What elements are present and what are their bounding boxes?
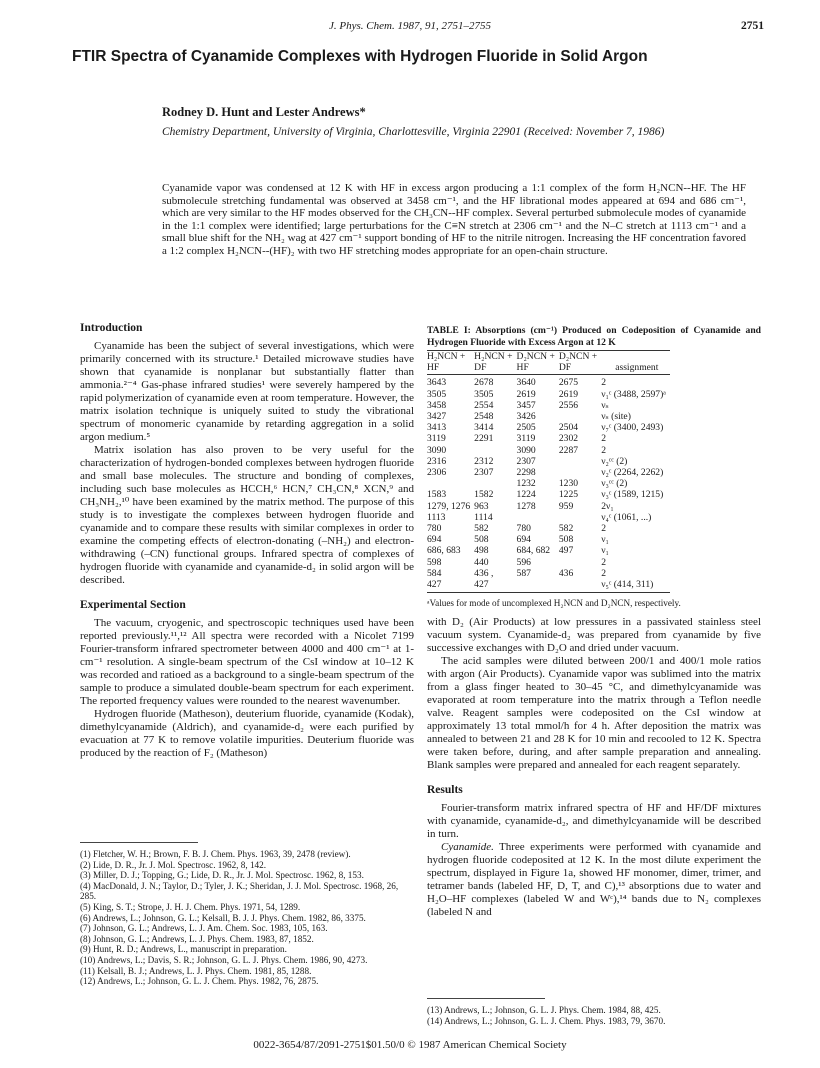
table-cell: 2ν₁ bbox=[601, 500, 614, 512]
table-cell: 3640 bbox=[516, 377, 536, 389]
table-cell: 436 bbox=[558, 567, 574, 579]
table-header-bottom: assignment bbox=[601, 362, 670, 375]
page-footer: 0022-3654/87/2091-2751$01.50/0 © 1987 American Chemical Society bbox=[253, 1039, 567, 1051]
reference-item: (7) Johnson, G. L.; Andrews, L. J. Am. Chem. Soc. 1983, 105, 163. bbox=[80, 923, 328, 934]
table-row bbox=[427, 545, 670, 556]
table-cell: 436 , bbox=[474, 567, 494, 579]
references-right bbox=[427, 998, 761, 1026]
table-cell bbox=[559, 411, 601, 422]
table-cell bbox=[559, 467, 601, 478]
experimental-paragraph-3: with D₂ (Air Products) at low pressures in a passivated stainless steel vacuum system. Cyanamide-d₂ was prepared from cyanamide by five successive exchanges with D₂O and dried under vacuum. bbox=[427, 616, 761, 655]
table-header-bottom: HF bbox=[517, 362, 559, 375]
table-cell: 3119 bbox=[516, 433, 536, 445]
table-cell: 694 bbox=[516, 534, 531, 546]
reference-item: (1) Fletcher, W. H.; Brown, F. B. J. Chem. Phys. 1963, 39, 2478 (review). bbox=[80, 849, 351, 859]
table-cell: 498 bbox=[474, 545, 489, 557]
right-column bbox=[427, 325, 761, 919]
table-row bbox=[427, 467, 670, 478]
table-cell: 440 bbox=[474, 556, 489, 568]
table-cell: 2307 bbox=[516, 455, 536, 467]
article-authors: Rodney D. Hunt and Lester Andrews* bbox=[162, 105, 366, 119]
table-cell: 1225 bbox=[558, 489, 579, 501]
references-rule bbox=[80, 842, 198, 843]
running-head bbox=[0, 20, 820, 36]
table-cell: 963 bbox=[474, 500, 489, 512]
table-cell bbox=[517, 512, 559, 523]
table-row bbox=[427, 534, 670, 545]
reference-item: (14) Andrews, L.; Johnson, G. L. J. Chem. Phys. 1983, 79, 3670. bbox=[427, 1015, 666, 1026]
results-paragraph-1: Fourier-transform matrix infrared spectra of HF and HF/DF mixtures with cyanamide, cyanamide-d₂, and dimethylcyanamide will be described in turn. bbox=[427, 802, 761, 841]
table-footnote: ᵃValues for mode of uncomplexed H₂NCN and D₂NCN, respectively. bbox=[427, 598, 681, 609]
table-cell: 1230 bbox=[558, 478, 579, 490]
article-title: FTIR Spectra of Cyanamide Complexes with Hydrogen Fluoride in Solid Argon bbox=[72, 48, 648, 65]
table-cell bbox=[559, 579, 601, 593]
results-heading: Results bbox=[427, 784, 463, 797]
page-number: 2751 bbox=[741, 20, 764, 32]
table-cell: ν₁ bbox=[601, 534, 609, 546]
references-right-list bbox=[427, 1005, 761, 1026]
table-cell: 2287 bbox=[558, 444, 579, 456]
table-cell: 2 bbox=[601, 567, 606, 579]
table-row bbox=[427, 411, 670, 422]
table-cell: 2505 bbox=[516, 422, 536, 434]
table-cell: 2312 bbox=[474, 455, 494, 467]
journal-citation: J. Phys. Chem. 1987, 91, 2751–2755 bbox=[329, 20, 491, 32]
table-row bbox=[427, 375, 670, 389]
results-paragraph-2 bbox=[427, 841, 761, 919]
table-cell: 2291 bbox=[474, 433, 494, 445]
table-row bbox=[427, 478, 670, 489]
absorptions-table bbox=[427, 350, 670, 593]
experimental-paragraph-2: Hydrogen fluoride (Matheson), deuterium fluoride, cyanamide (Kodak), dimethylcyanamide (Aldrich), and cyanamide-d₂ were each purified by evacuation at 77 K to remove volatile impurities. Deuterium fluoride was produced by the reaction of F₂ (Matheson) bbox=[80, 708, 414, 759]
table-cell: 3414 bbox=[474, 422, 494, 434]
table-cell: νₛ (site) bbox=[601, 411, 631, 423]
table-cell bbox=[559, 512, 601, 523]
table-cell: 3090 bbox=[516, 444, 536, 456]
table-cell bbox=[559, 456, 601, 467]
table-cell: 2619 bbox=[558, 388, 579, 400]
reference-item: (9) Hunt, R. D.; Andrews, L., manuscript in preparation. bbox=[80, 944, 287, 955]
table-cell: νₛ bbox=[601, 399, 609, 411]
introduction-heading: Introduction bbox=[80, 322, 143, 334]
references-left-list bbox=[80, 849, 414, 987]
table-cell: 2 bbox=[601, 444, 606, 456]
reference-item: (8) Johnson, G. L.; Andrews, L. J. Phys. Chem. 1983, 87, 1852. bbox=[80, 933, 314, 944]
table-cell: 508 bbox=[558, 534, 574, 546]
table-cell: ν₁ᶜ (3488, 2597)ᵃ bbox=[601, 388, 666, 400]
table-cell: 587 bbox=[516, 567, 531, 579]
table-cell bbox=[474, 478, 516, 489]
table-cell: ν₃ᶜ (1589, 1215) bbox=[601, 489, 664, 501]
table-cell: ν₃ᶜᶜ (2) bbox=[601, 478, 628, 490]
table-cell: 1278 bbox=[516, 500, 536, 512]
table-row bbox=[427, 512, 670, 523]
table-header-top bbox=[601, 351, 670, 363]
table-row bbox=[427, 501, 670, 512]
table-caption: TABLE I: Absorptions (cm⁻¹) Produced on Codeposition of Cyanamide and Hydrogen Fluoride with Excess Argon at 12 K bbox=[427, 325, 761, 348]
table-cell: 3413 bbox=[427, 422, 447, 434]
abstract: Cyanamide vapor was condensed at 12 K with HF in excess argon producing a 1:1 complex of the form H₂NCN--HF. The HF submolecule stretching fundamental was observed at 3458 cm⁻¹, and the HF librational modes appeared at 694 and 686 cm⁻¹, which are very similar to the HF modes observed for the CH₃CN--HF complex. Several perturbed submolecule modes of cyanamide in the 1:1 complex were identified; large perturbations for the C≡N stretch at 2306 cm⁻¹ and the N–C stretch at 1113 cm⁻¹ and a small blue shift for the NH₂ wag at 427 cm⁻¹ support bonding of HF to the nitrile nitrogen. Increasing the HF concentration favored a 1:2 complex H₂NCN--(HF)₂ with two HF stretching modes appropriate for an open-chain structure. bbox=[162, 182, 746, 257]
reference-item: (12) Andrews, L.; Johnson, G. L. J. Chem. Phys. 1982, 76, 2875. bbox=[80, 976, 319, 987]
reference-item: (11) Kelsall, B. J.; Andrews, L. J. Phys. Chem. 1981, 85, 1288. bbox=[80, 965, 312, 976]
table-cell: 1279, 1276 bbox=[427, 500, 471, 512]
table-cell: 2307 bbox=[474, 467, 494, 479]
reference-item: (10) Andrews, L.; Davis, S. R.; Johnson, G. L. J. Phys. Chem. 1986, 90, 4273. bbox=[80, 954, 368, 965]
author-affiliation: Chemistry Department, University of Virginia, Charlottesville, Virginia 22901 (Received: November 7, 1986) bbox=[162, 126, 665, 138]
left-column bbox=[80, 322, 414, 760]
table-row bbox=[427, 433, 670, 444]
introduction-paragraph-1: Cyanamide has been the subject of several investigations, which were primarily concerned with its structure.¹ Detailed microwave studies have shown that cyanamide is nonplanar but substantially flatter than ammonia.²⁻⁴ Gas-phase infrared studies¹ were severely hampered by the rapid polymerization of cyanamide even at room temperature. However, the matrix isolation technique is uniquely suited to study the vibrational spectrum of monomeric cyanamide by retarding aggregation in a solid argon medium.⁵ bbox=[80, 340, 415, 443]
table-row bbox=[427, 456, 670, 467]
table-header-top: D₂NCN + bbox=[558, 351, 598, 362]
reference-item: (2) Lide, D. R., Jr. J. Mol. Spectrosc. 1962, 8, 142. bbox=[80, 859, 267, 870]
references-left bbox=[80, 842, 414, 987]
references-rule-right bbox=[427, 998, 545, 999]
table-cell: 2 bbox=[601, 433, 606, 445]
table-cell: 2306 bbox=[427, 467, 447, 479]
table-cell: 596 bbox=[516, 556, 531, 568]
table-row bbox=[427, 445, 670, 456]
table-cell: 2556 bbox=[558, 399, 579, 411]
reference-item: (6) Andrews, L.; Johnson, G. L.; Kelsall, B. J. J. Phys. Chem. 1982, 86, 3375. bbox=[80, 912, 366, 923]
table-cell: 686, 683 bbox=[427, 545, 461, 557]
table-cell: 694 bbox=[427, 534, 442, 546]
table-header-bottom: HF bbox=[427, 362, 474, 375]
table-header-bottom: DF bbox=[474, 362, 516, 375]
table-cell: 3426 bbox=[516, 411, 536, 423]
table-row bbox=[427, 489, 670, 500]
table-cell: 2316 bbox=[427, 455, 447, 467]
table-cell bbox=[517, 579, 559, 593]
table-cell: 3643 bbox=[427, 377, 447, 389]
table-cell: ν₇ᶜ (3400, 2493) bbox=[601, 422, 664, 434]
table-cell: ν₄ᶜ (1061, ...) bbox=[601, 511, 652, 523]
table-cell: 582 bbox=[558, 523, 574, 535]
table-header-top: D₂NCN + bbox=[516, 351, 555, 362]
table-cell: 2619 bbox=[516, 388, 536, 400]
table-cell: 1582 bbox=[474, 489, 494, 501]
table-cell: 3427 bbox=[427, 411, 447, 423]
table-cell: 1113 bbox=[427, 511, 446, 523]
table-cell: 3457 bbox=[516, 399, 536, 411]
table-cell: 959 bbox=[558, 500, 574, 512]
table-cell: ν₁ bbox=[601, 545, 609, 557]
table-cell: 2554 bbox=[474, 399, 494, 411]
table-cell: ν₂ᶜ (2264, 2262) bbox=[601, 467, 664, 479]
table-cell: 780 bbox=[516, 523, 531, 535]
table-cell: 508 bbox=[474, 534, 489, 546]
table-cell: 780 bbox=[427, 523, 442, 535]
table-cell bbox=[427, 478, 474, 489]
reference-item: (5) King, S. T.; Strope, J. H. J. Chem. Phys. 1971, 54, 1289. bbox=[80, 901, 301, 912]
table-cell bbox=[474, 445, 516, 456]
table-row bbox=[427, 523, 670, 534]
experimental-paragraph-1: The vacuum, cryogenic, and spectroscopic techniques used have been reported previously.¹¹,¹² All spectra were recorded with a Nicolet 7199 Fourier-transform infrared spectrometer between 4000 and 400 cm⁻¹ at 1-cm⁻¹ resolution. A single-beam spectrum of the CsI window at 10–12 K was recorded and ratioed as a background to a single-beam spectrum of the sample to produce a simulated double-beam spectrum for each experiment. The reported frequency values were rounded to the nearest wavenumber. bbox=[80, 617, 414, 707]
introduction-paragraph-2: Matrix isolation has also proven to be very useful for the characterization of hydrogen-bonded complexes between hydrogen fluoride and small base molecules. The structure and bonding of complexes, including such base molecules as HCCH,⁶ HCN,⁷ CH₃CN,⁸ XCN,⁹ and CH₃NH₂,¹⁰ have been examined by the matrix method. The purpose of this study is to investigate the complexes between hydrogen fluoride and cyanamide and to compare these results with similar complexes in order to examine the competing effects of electron-donating (–NH₂) and electron-withdrawing (–CN) functional groups. Infrared spectra of complexes of hydrogen fluoride with cyanamide and cyanamide-d₂ in solid argon will be described. bbox=[80, 444, 414, 586]
reference-item: (4) MacDonald, J. N.; Taylor, D.; Tyler, J. K.; Sheridan, J. J. Mol. Spectrosc. 1968, 26, 285. bbox=[80, 880, 399, 902]
table-cell: 427 bbox=[427, 579, 474, 593]
table-cell: 2548 bbox=[474, 411, 494, 423]
table-row bbox=[427, 400, 670, 411]
results-paragraph-2-lead: Cyanamide. bbox=[441, 841, 494, 854]
table-cell: 427 bbox=[474, 579, 516, 593]
table-row bbox=[427, 557, 670, 568]
table-cell: 2302 bbox=[558, 433, 579, 445]
table-cell: 3505 bbox=[474, 388, 494, 400]
table-cell: 1232 bbox=[516, 478, 536, 490]
table-cell: 2675 bbox=[558, 377, 579, 389]
experimental-heading: Experimental Section bbox=[80, 599, 186, 611]
table-cell: 598 bbox=[427, 556, 442, 568]
table-cell: 3119 bbox=[427, 433, 446, 445]
table-header-top: H₂NCN + bbox=[427, 351, 466, 362]
table-cell: 2678 bbox=[474, 377, 494, 389]
table-cell: 1583 bbox=[427, 489, 447, 501]
table-cell: 3090 bbox=[427, 444, 447, 456]
experimental-paragraph-4: The acid samples were diluted between 200/1 and 400/1 mole ratios with argon (Air Products). Cyanamide vapor was sublimed into the matrix from a glass finger heated to 30–45 °C, and dimethylcyanamide was evaporated at room temperature into the matrix through a Teflon needle valve. Reagent samples were codeposited on the CsI window at approximately 13 total mmol/h for 4 h. After deposition the matrix was annealed to between 21 and 28 K for 10 min and recooled to 12 K. Spectra were taken before, during, and after sample preparation and annealing. Blank samples were prepared and annealed for each reagent separately. bbox=[427, 655, 761, 772]
reference-item: (3) Miller, D. J.; Topping, G.; Lide, D. R., Jr. J. Mol. Spectrosc. 1962, 8, 153. bbox=[80, 870, 364, 881]
table-cell: 2504 bbox=[558, 422, 579, 434]
table-cell: ν₂ᶜᶜ (2) bbox=[601, 455, 628, 467]
table-cell: 2 bbox=[601, 556, 606, 568]
table-cell: 582 bbox=[474, 523, 489, 535]
results-paragraph-2-text: Three experiments were performed with cyanamide and hydrogen fluoride codeposited at 12 K. In the most dilute experiment the spectrum, displayed in Figure 1a, showed HF monomer, dimer, trimer, and tetramer bands (labeled HF, D, T, and C),¹³ absorptions due to water and H₂O–HF complexes (labeled W and Wᶜ),¹⁴ bands due to N₂ complexes (labeled N and bbox=[427, 841, 761, 919]
table-cell bbox=[559, 557, 601, 568]
table-row bbox=[427, 389, 670, 400]
table-cell: 684, 682 bbox=[516, 545, 551, 557]
table-cell: 2298 bbox=[516, 467, 536, 479]
table-cell: 2 bbox=[601, 523, 606, 535]
table-row bbox=[427, 579, 670, 593]
table-row bbox=[427, 422, 670, 433]
table-cell: 1224 bbox=[516, 489, 536, 501]
table-row bbox=[427, 568, 670, 579]
reference-item: (13) Andrews, L.; Johnson, G. L. J. Phys. Chem. 1984, 88, 425. bbox=[427, 1005, 661, 1015]
table-header-top: H₂NCN + bbox=[474, 351, 513, 362]
table-cell: 2 bbox=[601, 377, 606, 389]
table-header-bottom: DF bbox=[559, 362, 601, 375]
table-cell: 3458 bbox=[427, 399, 447, 411]
table-cell: ν₅ᶜ (414, 311) bbox=[601, 579, 670, 593]
table-cell: 584 bbox=[427, 567, 442, 579]
table-cell: 1114 bbox=[474, 511, 493, 523]
table-cell: 497 bbox=[558, 545, 574, 557]
table-cell: 3505 bbox=[427, 388, 447, 400]
